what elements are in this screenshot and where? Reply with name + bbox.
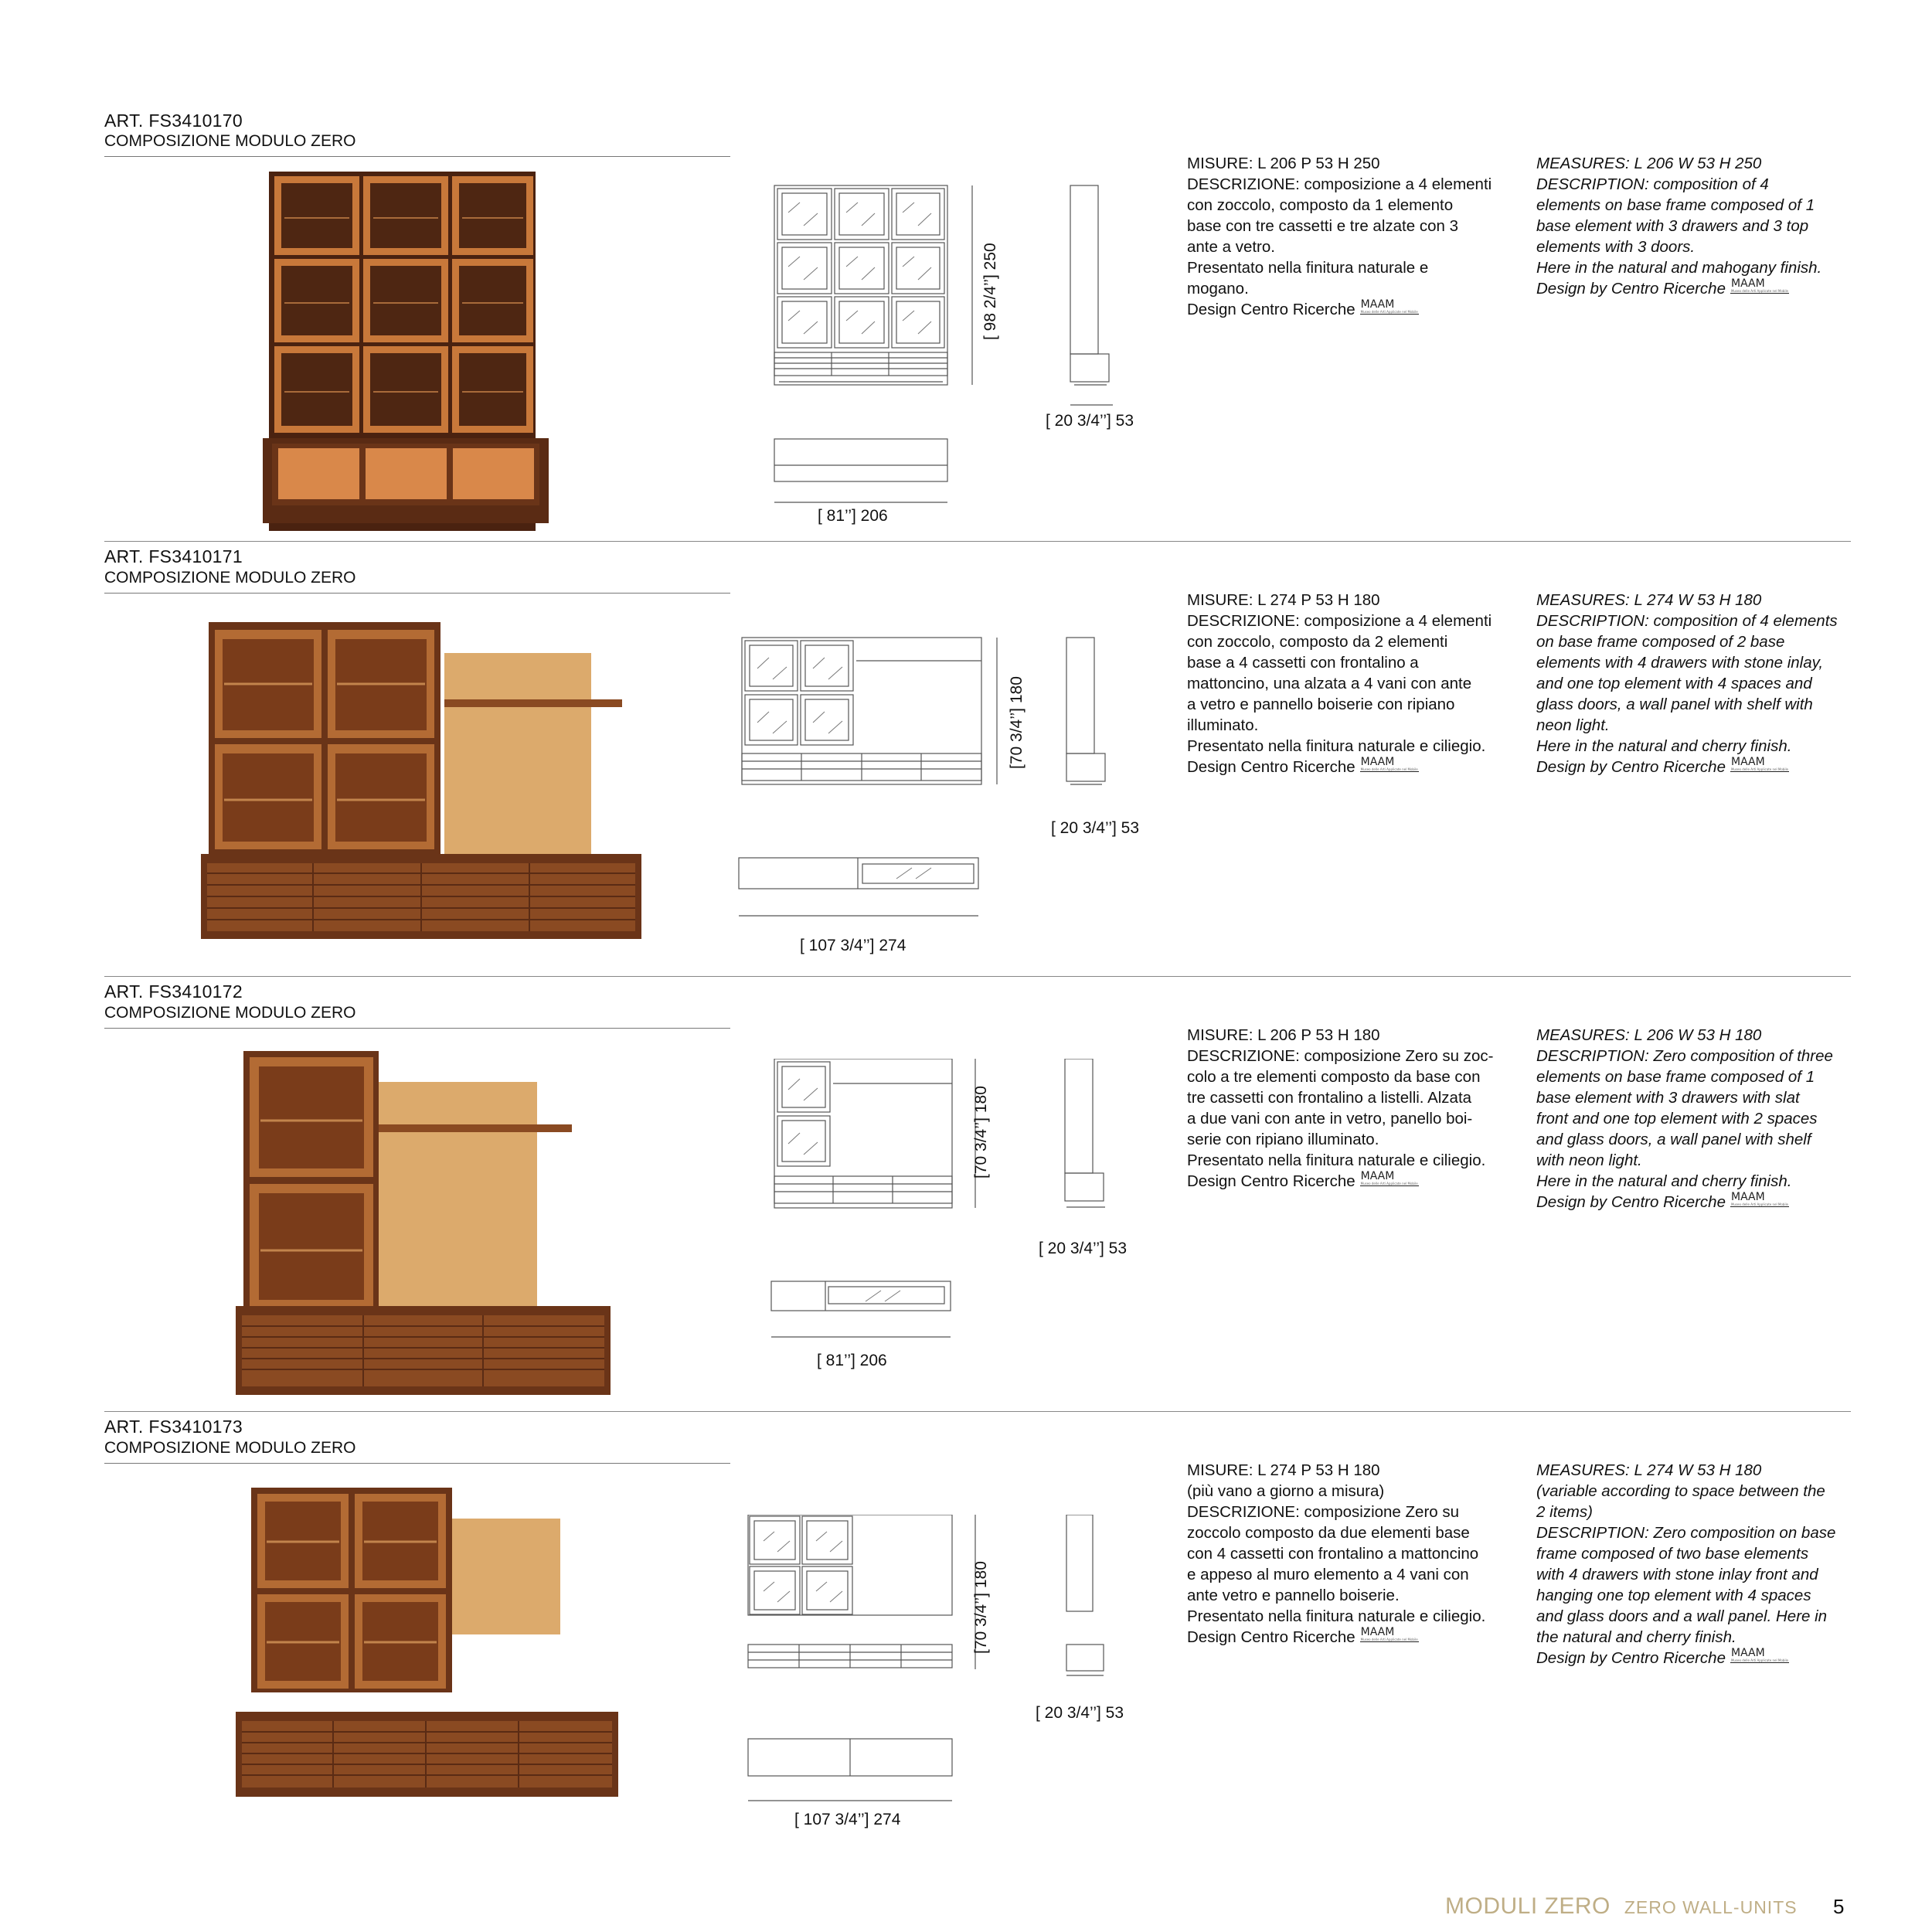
footer-subtitle: ZERO WALL-UNITS xyxy=(1624,1897,1798,1917)
description-line: front and one top element with 2 spaces xyxy=(1536,1110,1818,1128)
description-line: Here in the natural and cherry finish. xyxy=(1536,737,1792,755)
measures-en: MEASURES: L 274 W 53 H 180 xyxy=(1536,591,1762,609)
description-en xyxy=(1536,590,1869,777)
footer-title xyxy=(1445,1893,1798,1920)
description-en xyxy=(1536,153,1861,299)
drawing-front-side-plan xyxy=(726,1515,1159,1824)
width-dimension: [ 107 3/4’’] 274 xyxy=(800,937,906,954)
design-credit: Design by Centro Ricerche MAAM Museo delle Arti Applicate nel Mobile xyxy=(1536,1191,1789,1211)
description-line: Presentato nella finitura naturale e ciliegio. xyxy=(1187,1151,1486,1169)
description-line: DESCRIZIONE: composizione Zero su zoc- xyxy=(1187,1047,1494,1065)
description-it xyxy=(1187,153,1519,320)
description-line: Here in the natural and mahogany finish. xyxy=(1536,259,1822,277)
description-line: serie con ripiano illuminato. xyxy=(1187,1131,1379,1148)
maam-logo: MAAM Museo delle Arti Applicate nel Mobile xyxy=(1360,1170,1418,1185)
height-dimension: [70 3/4’’] 180 xyxy=(1008,676,1026,769)
description-line: con 4 cassetti con frontalino a mattoncino xyxy=(1187,1545,1479,1563)
description-line: base element with 3 drawers and 3 top xyxy=(1536,217,1809,235)
description-line: hanging one top element with 4 spaces xyxy=(1536,1587,1811,1604)
description-line: mattoncino, una alzata a 4 vani con ante xyxy=(1187,675,1472,692)
maam-logo: MAAM Museo delle Arti Applicate nel Mobile xyxy=(1730,756,1789,771)
measures-en: MEASURES: L 274 W 53 H 180 xyxy=(1536,1461,1762,1479)
description-line: base element with 3 drawers with slat xyxy=(1536,1089,1800,1107)
description-line: ante a vetro. xyxy=(1187,238,1275,256)
description-line: neon light. xyxy=(1536,716,1610,734)
article-code: ART. FS3410170 xyxy=(104,111,243,131)
description-line: base a 4 cassetti con frontalino a xyxy=(1187,654,1419,672)
article-code: ART. FS3410171 xyxy=(104,546,243,566)
description-it xyxy=(1187,590,1519,777)
description-line: and one top element with 4 spaces and xyxy=(1536,675,1812,692)
description-line: DESCRIZIONE: composizione Zero su xyxy=(1187,1503,1460,1521)
description-line: and glass doors, a wall panel with shelf xyxy=(1536,1131,1811,1148)
measures-en: MEASURES: L 206 W 53 H 180 xyxy=(1536,1026,1762,1044)
measures-it: MISURE: L 274 P 53 H 180 xyxy=(1187,1461,1380,1479)
description-line: frame composed of two base elements xyxy=(1536,1545,1809,1563)
description-line: and glass doors and a wall panel. Here in xyxy=(1536,1607,1828,1625)
description-line: on base frame composed of 2 base xyxy=(1536,633,1785,651)
description-line: elements with 3 doors. xyxy=(1536,238,1696,256)
width-dimension: [ 81’’] 206 xyxy=(817,1352,887,1369)
description-line: DESCRIPTION: Zero composition of three xyxy=(1536,1047,1833,1065)
section-divider xyxy=(104,541,1851,542)
technical-drawings xyxy=(726,1515,1159,1839)
description-line: DESCRIZIONE: composizione a 4 elementi xyxy=(1187,612,1492,630)
description-line: Presentato nella finitura naturale e xyxy=(1187,259,1429,277)
article-code: ART. FS3410173 xyxy=(104,1417,243,1437)
technical-drawings xyxy=(726,1059,1159,1383)
description-line: DESCRIPTION: composition of 4 xyxy=(1536,175,1769,193)
description-line: mogano. xyxy=(1187,280,1249,298)
footer-title-main: MODULI ZERO xyxy=(1445,1893,1611,1919)
width-dimension: [ 81’’] 206 xyxy=(818,507,888,525)
depth-dimension: [ 20 3/4’’] 53 xyxy=(1036,1704,1124,1722)
design-credit: Design Centro Ricerche MAAM Museo delle Arti Applicate nel Mobile xyxy=(1187,756,1418,776)
technical-drawings xyxy=(726,630,1159,954)
depth-dimension: [ 20 3/4’’] 53 xyxy=(1046,412,1134,430)
description-line: with neon light. xyxy=(1536,1151,1642,1169)
article-subtitle: COMPOSIZIONE MODULO ZERO xyxy=(104,1004,356,1022)
description-it xyxy=(1187,1025,1519,1192)
description-line: a due vani con ante in vetro, panello boi- xyxy=(1187,1110,1473,1128)
title-underline xyxy=(104,593,730,594)
design-credit: Design by Centro Ricerche MAAM Museo delle Arti Applicate nel Mobile xyxy=(1536,1647,1789,1667)
description-line: DESCRIPTION: Zero composition on base xyxy=(1536,1524,1836,1542)
article-code: ART. FS3410172 xyxy=(104,981,243,1002)
product-photo xyxy=(201,622,657,954)
description-line: (più vano a giorno a misura) xyxy=(1187,1482,1385,1500)
depth-dimension: [ 20 3/4’’] 53 xyxy=(1039,1240,1128,1257)
product-photo xyxy=(236,1051,618,1403)
description-line: elements on base frame composed of 1 xyxy=(1536,196,1815,214)
description-line: tre cassetti con frontalino a listelli. Alzata xyxy=(1187,1089,1472,1107)
description-line: e appeso al muro elemento a 4 vani con xyxy=(1187,1566,1469,1583)
description-line: DESCRIZIONE: composizione a 4 elementi xyxy=(1187,175,1492,193)
section-divider xyxy=(104,976,1851,977)
section-divider xyxy=(104,1411,1851,1412)
height-dimension: [ 98 2/4’’] 250 xyxy=(981,243,999,340)
measures-it: MISURE: L 206 P 53 H 250 xyxy=(1187,155,1380,172)
article-subtitle: COMPOSIZIONE MODULO ZERO xyxy=(104,1439,356,1457)
width-dimension: [ 107 3/4’’] 274 xyxy=(794,1811,901,1828)
description-line: colo a tre elementi composto da base con xyxy=(1187,1068,1481,1086)
measures-it: MISURE: L 274 P 53 H 180 xyxy=(1187,591,1380,609)
description-line: ante vetro e pannello boiserie. xyxy=(1187,1587,1400,1604)
description-en xyxy=(1536,1025,1869,1213)
description-line: a vetro e pannello boiserie con ripiano xyxy=(1187,696,1455,713)
design-credit: Design Centro Ricerche MAAM Museo delle Arti Applicate nel Mobile xyxy=(1187,1626,1418,1646)
description-line: glass doors, a wall panel with shelf with xyxy=(1536,696,1813,713)
description-line: Presentato nella finitura naturale e ciliegio. xyxy=(1187,737,1486,755)
title-underline xyxy=(104,1028,730,1029)
height-dimension: [70 3/4’’] 180 xyxy=(972,1561,990,1654)
design-credit: Design by Centro Ricerche MAAM Museo delle Arti Applicate nel Mobile xyxy=(1536,277,1789,298)
description-line: zoccolo composto da due elementi base xyxy=(1187,1524,1470,1542)
description-line: con zoccolo, composto da 2 elementi xyxy=(1187,633,1448,651)
article-subtitle: COMPOSIZIONE MODULO ZERO xyxy=(104,569,356,587)
drawing-front-side-plan xyxy=(726,630,1159,939)
description-line: Here in the natural and cherry finish. xyxy=(1536,1172,1792,1190)
maam-logo: MAAM Museo delle Arti Applicate nel Mobile xyxy=(1360,298,1418,314)
description-line: DESCRIPTION: composition of 4 elements xyxy=(1536,612,1838,630)
description-line: elements on base frame composed of 1 xyxy=(1536,1068,1815,1086)
description-line: the natural and cherry finish. xyxy=(1536,1628,1736,1646)
product-photo xyxy=(263,172,549,531)
maam-logo: MAAM Museo delle Arti Applicate nel Mobile xyxy=(1730,1647,1789,1662)
depth-dimension: [ 20 3/4’’] 53 xyxy=(1051,819,1140,837)
description-it xyxy=(1187,1460,1519,1648)
description-line: illuminato. xyxy=(1187,716,1259,734)
maam-logo: MAAM Museo delle Arti Applicate nel Mobile xyxy=(1730,1191,1789,1206)
page-number: 5 xyxy=(1833,1895,1845,1918)
technical-drawings xyxy=(726,178,1159,533)
title-underline xyxy=(104,1463,730,1464)
description-en xyxy=(1536,1460,1869,1668)
description-line: con zoccolo, composto da 1 elemento xyxy=(1187,196,1454,214)
description-line: (variable according to space between the xyxy=(1536,1482,1825,1500)
design-credit: Design Centro Ricerche MAAM Museo delle Arti Applicate nel Mobile xyxy=(1187,1170,1418,1190)
maam-logo: MAAM Museo delle Arti Applicate nel Mobile xyxy=(1360,1626,1418,1641)
description-line: 2 items) xyxy=(1536,1503,1593,1521)
description-line: base con tre cassetti e tre alzate con 3 xyxy=(1187,217,1458,235)
design-credit: Design by Centro Ricerche MAAM Museo delle Arti Applicate nel Mobile xyxy=(1536,756,1789,776)
title-underline xyxy=(104,156,730,157)
maam-logo: MAAM Museo delle Arti Applicate nel Mobile xyxy=(1730,277,1789,293)
height-dimension: [70 3/4’’] 180 xyxy=(972,1086,990,1179)
drawing-front-side-plan xyxy=(726,178,1159,518)
product-photo xyxy=(236,1488,622,1812)
drawing-front-side-plan xyxy=(726,1059,1159,1368)
description-line: Presentato nella finitura naturale e ciliegio. xyxy=(1187,1607,1486,1625)
description-line: elements with 4 drawers with stone inlay, xyxy=(1536,654,1824,672)
article-subtitle: COMPOSIZIONE MODULO ZERO xyxy=(104,132,356,150)
description-line: with 4 drawers with stone inlay front and xyxy=(1536,1566,1818,1583)
design-credit: Design Centro Ricerche MAAM Museo delle Arti Applicate nel Mobile xyxy=(1187,298,1418,318)
measures-it: MISURE: L 206 P 53 H 180 xyxy=(1187,1026,1380,1044)
maam-logo: MAAM Museo delle Arti Applicate nel Mobile xyxy=(1360,756,1418,771)
measures-en: MEASURES: L 206 W 53 H 250 xyxy=(1536,155,1762,172)
